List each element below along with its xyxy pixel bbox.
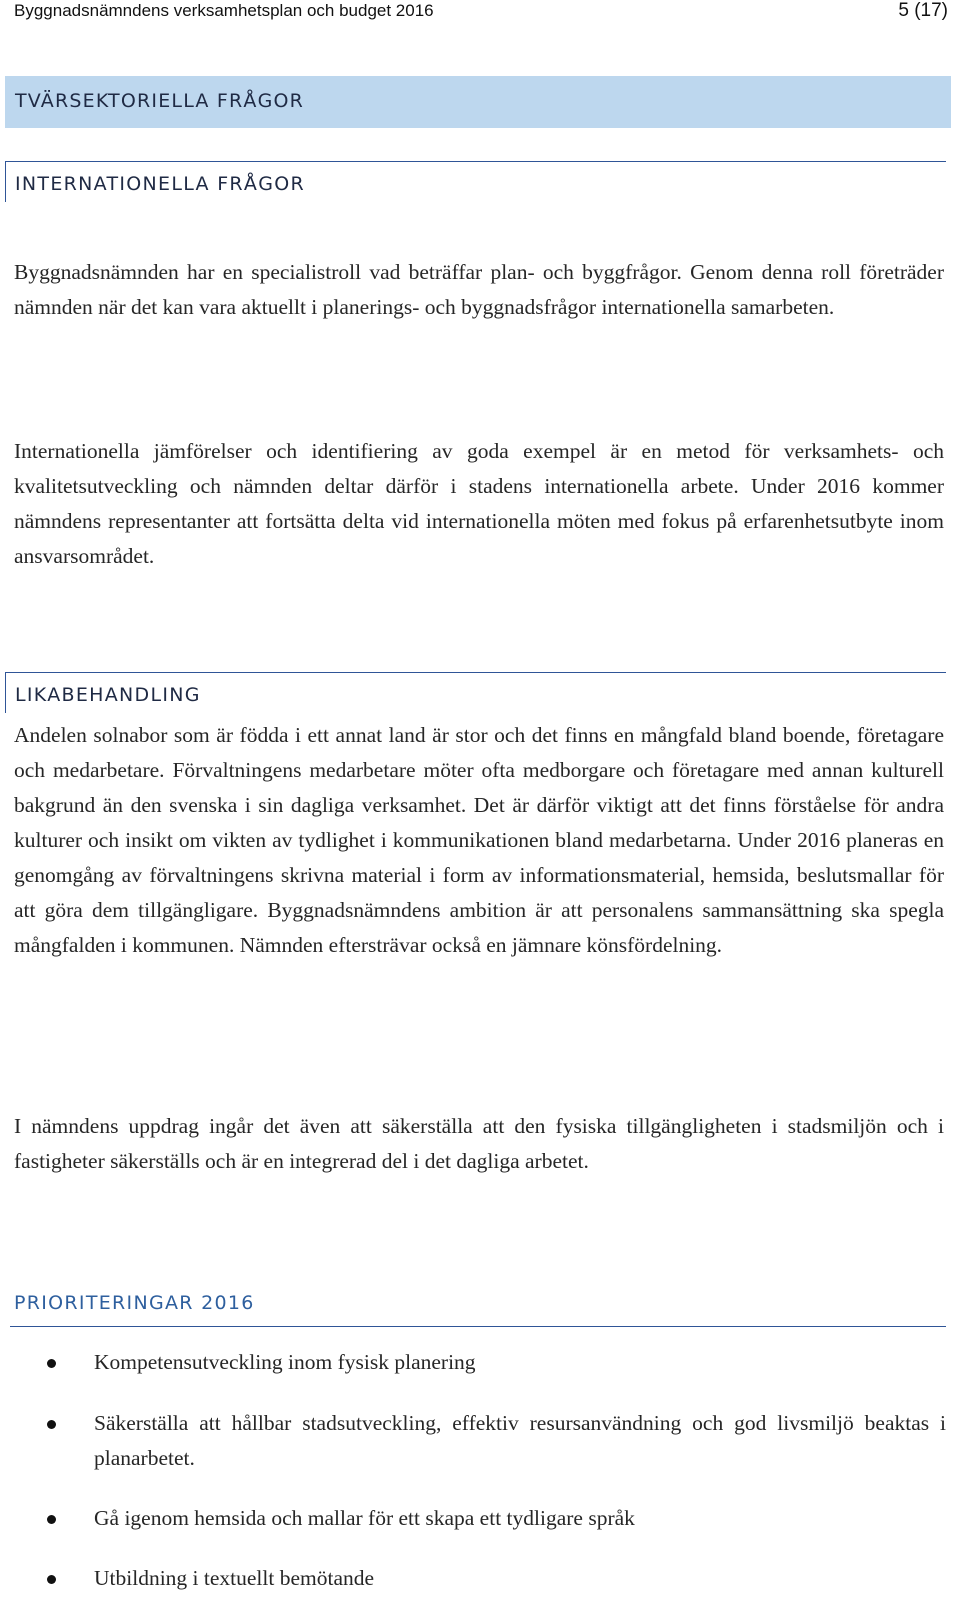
section-heading: TVÄRSEKTORIELLA FRÅGOR xyxy=(15,90,305,112)
paragraph: I nämndens uppdrag ingår det även att säkerställa att den fysiska tillgängligheten i stadsmiljön och i fastigheter säkerställs och är en integrerad del i det dagliga arbetet. xyxy=(14,1114,944,1173)
list-item-text: Gå igenom hemsida och mallar för ett skapa ett tydligare språk xyxy=(94,1506,635,1530)
subheading-international-label: INTERNATIONELLA FRÅGOR xyxy=(15,173,305,195)
page-number: 5 (17) xyxy=(898,0,948,21)
document-title: Byggnadsnämndens verksamhetsplan och budget 2016 xyxy=(14,1,434,20)
subheading-equality xyxy=(5,672,946,713)
bullet-icon xyxy=(47,1515,56,1524)
priorities-divider xyxy=(10,1326,946,1327)
list-item-text: Säkerställa att hållbar stadsutveckling, effektiv resursanvändning och god livsmiljö beaktas i planarbetet. xyxy=(94,1411,946,1470)
subheading-international xyxy=(5,161,946,202)
section-heading-band xyxy=(5,76,951,128)
bullet-icon xyxy=(47,1575,56,1584)
paragraph: Andelen solnabor som är födda i ett annat land är stor och det finns en mångfald bland boende, företagare och medarbetare. Förvaltningens medarbetare möter ofta medborgare och företagare med annan kulturell bakgrund än den svenska i sin dagliga verksamhet. Det är därför viktigt att det finns förståelse för andra kulturer och insikt om vikten av tydlighet i kommunikationen bland medarbetarna. Under 2016 planeras en genomgång av förvaltningens skrivna material i form av informationsmaterial, hemsida, beslutsmallar för att göra dem tillgängligare. Byggnadsnämndens ambition är att personalens sammansättning ska spegla mångfalden i kommunen. Nämnden eftersträvar också en jämnare könsfördelning. xyxy=(14,723,944,957)
page-header xyxy=(14,0,948,22)
list-item-text: Kompetensutveckling inom fysisk planering xyxy=(94,1350,476,1374)
paragraph: Internationella jämförelser och identifiering av goda exempel är en metod för verksamhets- och kvalitetsutveckling och nämnden deltar därför i stadens internationella arbete. Under 2016 kommer nämndens representanter att fortsätta delta vid internationella möten med fokus på erfarenhetsutbyte inom ansvarsområdet. xyxy=(14,439,944,568)
priorities-heading: PRIORITERINGAR 2016 xyxy=(14,1292,255,1314)
bullet-icon xyxy=(47,1359,56,1368)
subheading-equality-label: LIKABEHANDLING xyxy=(15,684,201,706)
paragraph: Byggnadsnämnden har en specialistroll vad beträffar plan- och byggfrågor. Genom denna roll företräder nämnden när det kan vara aktuellt i planerings- och byggnadsfrågor internationella samarbeten. xyxy=(14,260,944,319)
bullet-icon xyxy=(47,1420,56,1429)
list-item-text: Utbildning i textuellt bemötande xyxy=(94,1566,375,1590)
